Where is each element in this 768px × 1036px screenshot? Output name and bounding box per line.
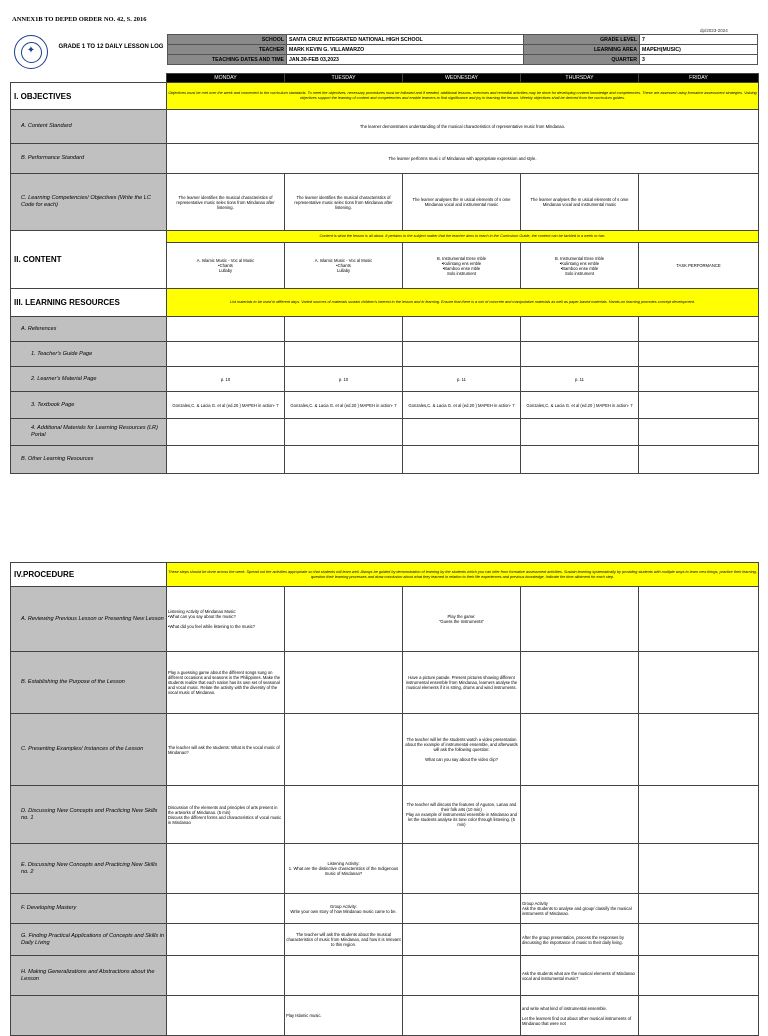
content-note: Content is what the lesson is all about. It pertains to the subject matter that the teacher aims to teach in the Curriculum Guide, the content can be tackled in a week or two.: [167, 231, 759, 243]
proc-b-tuesday: [285, 652, 403, 714]
proc-f-tuesday: Group Activity: Write your own story of how Mindanao music came to be.: [285, 894, 403, 924]
proc-i-thursday: and write what kind of instrumental ensemble. Let the learners find out about other musical instruments of Mindanao that were not: [521, 996, 639, 1036]
dll-title: GRADE 1 TO 12 DAILY LESSON LOG: [58, 44, 164, 50]
content-wednesday: B. Instrumental Ense mble •Kulintang ens emble •Bamboo ense mble Solo instrument: [403, 243, 521, 289]
textbook-label: 3. Textbook Page: [11, 392, 167, 419]
proc-f-thursday: Group Activity Ask the students to analyse and group/ classify the musical instruments of Mindanao.: [521, 894, 639, 924]
textbook-friday: [639, 392, 759, 419]
header-table: [167, 34, 758, 65]
content-friday: TASK PERFORMANCE: [639, 243, 759, 289]
proc-d-monday: Discussion of the elements and principles of arts present in the artworks of Mindanao. (5 min) Discuss the different forms and characteristics of vocal music in Mindanao: [167, 786, 285, 844]
lesson-grid: [10, 73, 759, 474]
procedure-label-g: G. Finding Practical Applications of Concepts and Skills in Daily Living: [11, 924, 167, 956]
proc-g-friday: [639, 924, 759, 956]
procedure-label-a: A. Reviewing Previous Lesson or Presenting New Lesson: [11, 587, 167, 652]
procedure-heading: IV.PROCEDURE: [11, 563, 167, 587]
resources-heading: III. LEARNING RESOURCES: [11, 289, 167, 317]
procedure-grid: [10, 562, 759, 1036]
school-label: SCHOOL: [168, 35, 287, 45]
textbook-thursday: Gonzales,C. & Lacia G. et al (ed.20 ) MAPEH in action- 7: [521, 392, 639, 419]
teacher-label: TEACHER: [168, 45, 287, 55]
procedure-label-b: B. Establishing the Purpose of the Lesson: [11, 652, 167, 714]
proc-i-tuesday: Play Islamic music.: [285, 996, 403, 1036]
proc-f-friday: [639, 894, 759, 924]
additional-materials-label: 4. Additional Materials for Learning Resources (LR) Portal: [11, 419, 167, 446]
proc-a-thursday: [521, 587, 639, 652]
school-value: SANTA CRUZ INTEGRATED NATIONAL HIGH SCHOOL: [287, 35, 524, 45]
teachers-guide-label: 1. Teacher's Guide Page: [11, 342, 167, 367]
proc-h-wednesday: [403, 956, 521, 996]
proc-e-friday: [639, 844, 759, 894]
content-standard-label: A. Content Standard: [11, 110, 167, 144]
objectives-note: Objectives must be met over the week and connected to the curriculum standards. To meet the objectives, necessary procedures must be followed and if needed, additional lessons, exercises and remedial activities may be done for developing content knowledge and competencies. These are assessed using formative assessment strategies. Valuing objectives support the learning of content and competencies and enable learners to find significance and joy in learning the lesson. Weekly objectives shall be derived from the curriculum guides.: [167, 83, 759, 110]
proc-b-wednesday: Have a picture parade. Present pictures showing different instrumental ensemble from Mindanao, learners analyse the musical elements if it is string, drums and wind instruments.: [403, 652, 521, 714]
proc-e-tuesday: Listening Activity: 1. What are the distinctive characteristics of the Indigenous music of Mindanao?: [285, 844, 403, 894]
proc-a-friday: [639, 587, 759, 652]
page-gap: [0, 483, 768, 559]
quarter-label: QUARTER: [524, 55, 640, 65]
proc-d-thursday: [521, 786, 639, 844]
quarter-value: 3: [640, 55, 758, 65]
proc-f-wednesday: [403, 894, 521, 924]
other-resources-label: B. Other Learning Resources: [11, 446, 167, 474]
annex-title: ANNEX1B TO DEPED ORDER NO. 42, S. 2016: [12, 16, 147, 23]
procedure-label-d: D. Discussing New Concepts and Practicing New Skills no. 1: [11, 786, 167, 844]
procedure-label-f: F. Developing Mastery: [11, 894, 167, 924]
procedure-label-c: C. Presenting Examples/ Instances of the Lesson: [11, 714, 167, 786]
proc-c-wednesday: The teacher will let the students watch a video presentation about the example of instrumental ensemble, and afterwards will ask the following question: What can you say about the video clip?: [403, 714, 521, 786]
proc-b-thursday: [521, 652, 639, 714]
textbook-monday: Gonzales,C. & Lacia G. et al (ed.20 ) MAPEH in action- 7: [167, 392, 285, 419]
proc-h-friday: [639, 956, 759, 996]
proc-c-thursday: [521, 714, 639, 786]
learning-area-value: MAPEH(MUSIC): [640, 45, 758, 55]
deped-seal-icon: ✦: [14, 35, 48, 69]
proc-c-monday: The leacher will ask the students: What is the vocal music of Mindanao?: [167, 714, 285, 786]
learner-page-wednesday: p. 11: [403, 367, 521, 392]
competency-tuesday: The learner identifies the musical characteristics of representative music selec tions from Mindanao after listening.: [285, 174, 403, 231]
document-code: dp/2023-2024: [700, 28, 728, 33]
proc-e-monday: [167, 844, 285, 894]
proc-e-thursday: [521, 844, 639, 894]
content-heading: II. CONTENT: [11, 231, 167, 289]
proc-h-tuesday: [285, 956, 403, 996]
content-monday: A. Islamic Music - Voc al Music •Chants Lullaby: [167, 243, 285, 289]
grade-level-value: 7: [640, 35, 758, 45]
content-thursday: B. Instrumental Ense mble •Kulintang ens emble •Bamboo ense mble Solo instrument: [521, 243, 639, 289]
proc-g-tuesday: The teacher will ask the students about the musical characteristics of music from Mindanao, and how it is relevant to this region.: [285, 924, 403, 956]
content-standard-value: The learner demonstrates understanding of the musical characteristics of representative music from Mindanao.: [167, 110, 759, 144]
resources-note: List materials to be used in different days. Varied sources of materials sustain children's interest in the lesson and in learning. Ensure that there is a mix of concrete and manipulative materials as well as paper-based materials. Hands-on learning promotes concept development.: [167, 289, 759, 317]
proc-c-tuesday: [285, 714, 403, 786]
day-wednesday: WEDNESDAY: [403, 74, 521, 83]
proc-g-thursday: After the group presentation, process the responses by discussing the importance of music to their daily living.: [521, 924, 639, 956]
proc-h-thursday: Ask the students what are the musical elements of Mindanao vocal and instrumental music?: [521, 956, 639, 996]
grade-level-label: GRADE LEVEL: [524, 35, 640, 45]
proc-d-friday: [639, 786, 759, 844]
proc-a-wednesday: Play the game: "Guess the Instruments": [403, 587, 521, 652]
day-thursday: THURSDAY: [521, 74, 639, 83]
competency-thursday: The learner analyses the m usical elements of s ome Mindanao vocal and instrumental music: [521, 174, 639, 231]
dates-value: JAN.30-FEB 03,2023: [287, 55, 524, 65]
learning-area-label: LEARNING AREA: [524, 45, 640, 55]
learner-page-thursday: p. 11: [521, 367, 639, 392]
content-tuesday: A. Islamic Music - Voc al Music •Chants Lullaby: [285, 243, 403, 289]
references-label: A. References: [11, 317, 167, 342]
competency-wednesday: The learner analyses the m usical elements of s ome Mindanao vocal and instrumental music: [403, 174, 521, 231]
proc-i-friday: [639, 996, 759, 1036]
day-monday: MONDAY: [167, 74, 285, 83]
proc-g-monday: [167, 924, 285, 956]
proc-d-tuesday: [285, 786, 403, 844]
objectives-heading: I. OBJECTIVES: [11, 83, 167, 110]
proc-b-friday: [639, 652, 759, 714]
learners-material-label: 2. Learner's Material Page: [11, 367, 167, 392]
performance-standard-label: B. Performance Standard: [11, 144, 167, 174]
proc-i-wednesday: [403, 996, 521, 1036]
competencies-label: C. Learning Competencies/ Objectives (Write the LC Code for each): [11, 174, 167, 231]
day-tuesday: TUESDAY: [285, 74, 403, 83]
textbook-wednesday: Gonzales,C. & Lacia G. et al (ed.20 ) MAPEH in action- 7: [403, 392, 521, 419]
proc-d-wednesday: The teacher will discuss the features of Aguson, Lanao and their folk arts (10 min) Play an example of instrumental ensemble in Mindanao and let the students analyse its tone color through listening. (5 min): [403, 786, 521, 844]
teacher-value: MARK KEVIN G. VILLAMARZO: [287, 45, 524, 55]
proc-h-monday: [167, 956, 285, 996]
proc-b-monday: Play a guessing game about the different songs sung on different occasions and seasons in the Philippines. Make the students realize that each nation has its own set of seasonal and vocal music. Relate the activity with the diversity of the vocal music of Mindanao.: [167, 652, 285, 714]
procedure-label-h: H. Making Generalizations and Abstractions about the Lesson: [11, 956, 167, 996]
day-friday: FRIDAY: [639, 74, 759, 83]
proc-f-monday: [167, 894, 285, 924]
procedure-label-e: E. Discussing New Concepts and Practicing New Skills no. 2: [11, 844, 167, 894]
learner-page-tuesday: p. 10: [285, 367, 403, 392]
proc-c-friday: [639, 714, 759, 786]
proc-e-wednesday: [403, 844, 521, 894]
learner-page-friday: [639, 367, 759, 392]
textbook-tuesday: Gonzales,C. & Lacia G. et al (ed.20 ) MAPEH in action- 7: [285, 392, 403, 419]
performance-standard-value: The learner performs musi c of Mindanao with appropriate expression and style.: [167, 144, 759, 174]
dates-label: TEACHING DATES AND TIME: [168, 55, 287, 65]
proc-a-monday: Listening Activity of Mindanao Music: •What can you say about the music? •What did you feel while listening to the music?: [167, 587, 285, 652]
competency-friday: [639, 174, 759, 231]
procedure-note: These steps should be done across the week. Spread out the activities appropriate so that students will learn well. Always be guided by demonstration of learning by the students which you can infer from formative assessment activities. Sustain learning systematically by providing students with multiple ways to learn new things, practice their learning, question their learning processes and draw conclusion about what they learned in relation to their life experiences and previous knowledge. Indicate the time allotment for each step.: [167, 563, 759, 587]
proc-a-tuesday: [285, 587, 403, 652]
competency-monday: The learner identifies the musical characteristics of representative music selec tions from Mindanao after listening.: [167, 174, 285, 231]
proc-g-wednesday: [403, 924, 521, 956]
learner-page-monday: p. 10: [167, 367, 285, 392]
proc-i-monday: [167, 996, 285, 1036]
procedure-label-i: [11, 996, 167, 1036]
